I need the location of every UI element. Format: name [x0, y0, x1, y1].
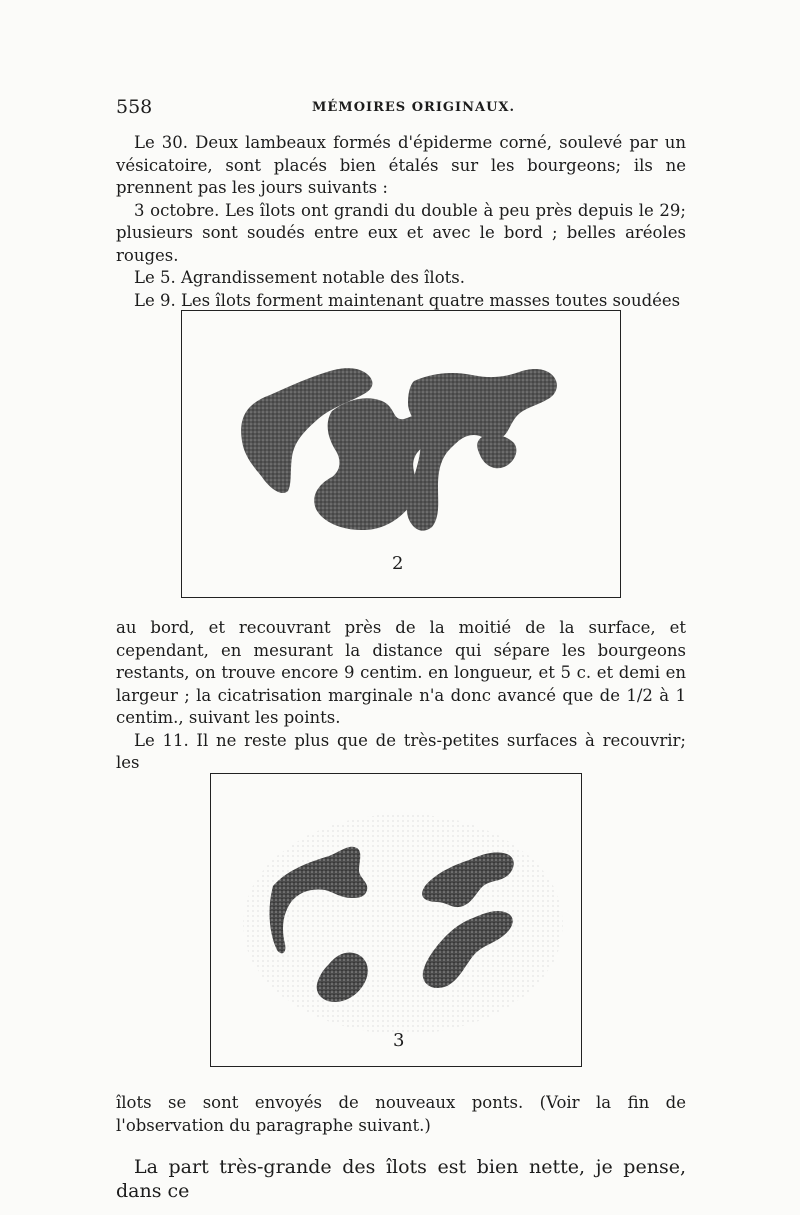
text-block-middle [116, 617, 686, 775]
figure-3 [210, 773, 582, 1067]
figure-2-number: 2 [392, 553, 404, 574]
islet-mass-small [477, 435, 516, 468]
text-block-lower [116, 1092, 686, 1137]
text-block-top [116, 132, 686, 312]
figure-3-number: 3 [393, 1030, 405, 1051]
paragraph-le-11-continued: îlots se sont envoyés de nouveaux ponts. (Voir la fin de l'observation du paragraphe suivant.) [116, 1093, 686, 1135]
wound-surface [243, 814, 563, 1034]
paragraph-final: La part très-grande des îlots est bien nette, je pense, dans ce [116, 1156, 686, 1202]
figure-2 [181, 310, 621, 598]
paragraph-le-30: Le 30. Deux lambeaux formés d'épiderme corné, soulevé par un vésicatoire, sont placés bien étalés sur les bourgeons; ils ne prennent pas les jours suivants : [116, 133, 686, 197]
figure-3-drawing [211, 774, 581, 1066]
paragraph-le-5: Le 5. Agrandissement notable des îlots. [134, 268, 465, 287]
text-block-final [116, 1155, 686, 1203]
page-number: 558 [116, 96, 153, 118]
paragraph-le-9-continued: au bord, et recouvrant près de la moitié de la surface, et cependant, en mesurant la distance qui sépare les bourgeons restants, on trouve encore 9 centim. en longueur, et 5 c. et demi en largeur ; la cicatrisation marginale n'a donc avancé que de 1/2 à 1 centim., suivant les points. [116, 618, 686, 727]
running-title: MÉMOIRES ORIGINAUX. [312, 100, 516, 115]
paragraph-le-11: Le 11. Il ne reste plus que de très-petites surfaces à recouvrir; les [116, 730, 686, 772]
paragraph-3-octobre: 3 octobre. Les îlots ont grandi du double à peu près depuis le 29; plusieurs sont soudés entre eux et avec le bord ; belles aréoles rouges. [116, 200, 686, 265]
paragraph-le-9: Le 9. Les îlots forment maintenant quatre masses toutes soudées [134, 290, 681, 310]
page-header [116, 96, 686, 120]
